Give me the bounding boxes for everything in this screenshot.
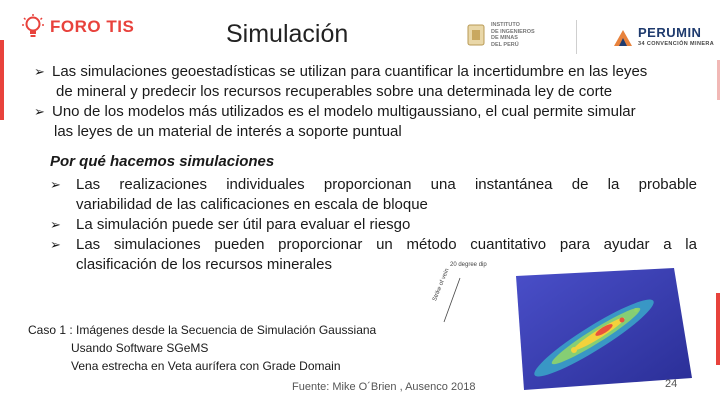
list-item <box>34 62 718 102</box>
bullet-text: Las simulaciones pueden proporcionar un método cuantitativo para ayudar a la <box>76 236 697 253</box>
bullet-text: clasificación de los recursos minerales <box>76 256 332 273</box>
page-title: Simulación <box>226 20 349 48</box>
foro-tis-logo <box>22 14 134 40</box>
simulation-image <box>504 268 692 390</box>
source-credit: Fuente: Mike O´Brien , Ausenco 2018 <box>292 381 476 393</box>
institute-line: INSTITUTO <box>491 22 520 28</box>
bullet-text: variabilidad de las calificaciones en escala de bloque <box>76 196 428 213</box>
institute-line: DE MINAS <box>491 35 518 41</box>
section-heading: Por qué hacemos simulaciones <box>50 153 275 170</box>
list-item <box>50 175 697 215</box>
caption-line: Usando Software SGeMS <box>71 341 209 355</box>
institute-line: DEL PERÚ <box>491 41 519 48</box>
perumin-name: PERUMIN <box>638 25 702 40</box>
bullet-text: La simulación puede ser útil para evaluar el riesgo <box>76 216 411 233</box>
perumin-mark-icon <box>612 26 634 48</box>
section-bullet-list <box>50 175 697 275</box>
logo-text: FORO TIS <box>50 17 135 36</box>
list-item <box>50 215 697 235</box>
strike-annotation: Strike of vein <box>432 267 451 303</box>
figure-caption <box>28 321 376 375</box>
bullet-text: de mineral y predecir los recursos recuperables sobre una determinada ley de corte <box>56 83 613 100</box>
perumin-subtitle: 34 CONVENCIÓN MINERA <box>638 41 715 47</box>
arrow-bullet-icon: ➢ <box>34 104 45 119</box>
page-number: 24 <box>665 378 678 390</box>
intro-bullet-list <box>34 62 718 142</box>
lightbulb-icon <box>22 14 44 40</box>
right-accent-bar <box>716 293 720 365</box>
institute-seal-icon <box>467 23 485 47</box>
bullet-text: Uno de los modelos más utilizados es el modelo multigaussiano, el cual permite simular <box>52 103 636 120</box>
institute-line: DE INGENIEROS <box>491 28 535 35</box>
perumin-logo <box>612 26 714 48</box>
arrow-bullet-icon: ➢ <box>50 177 61 192</box>
institute-name <box>491 22 537 48</box>
arrow-bullet-icon: ➢ <box>34 64 45 79</box>
list-item <box>34 102 718 142</box>
bullet-text: Las simulaciones geoestadísticas se utilizan para cuantificar la incertidumbre en las leyes <box>52 63 648 80</box>
dip-annotation: 20 degree dip <box>450 262 487 268</box>
bullet-text: Las realizaciones individuales proporcionan una instantánea de la probable <box>76 176 697 193</box>
left-accent-bar <box>0 40 4 120</box>
arrow-bullet-icon: ➢ <box>50 237 61 252</box>
caption-line: Caso 1 : Imágenes desde la Secuencia de Simulación Gaussiana <box>28 323 377 337</box>
iimp-logo <box>467 22 537 48</box>
arrow-bullet-icon: ➢ <box>50 217 61 232</box>
bullet-text: las leyes de un material de interés a soporte puntual <box>54 123 402 140</box>
caption-line: Vena estrecha en Veta aurífera con Grade Domain <box>71 359 341 373</box>
header-divider <box>576 20 577 54</box>
